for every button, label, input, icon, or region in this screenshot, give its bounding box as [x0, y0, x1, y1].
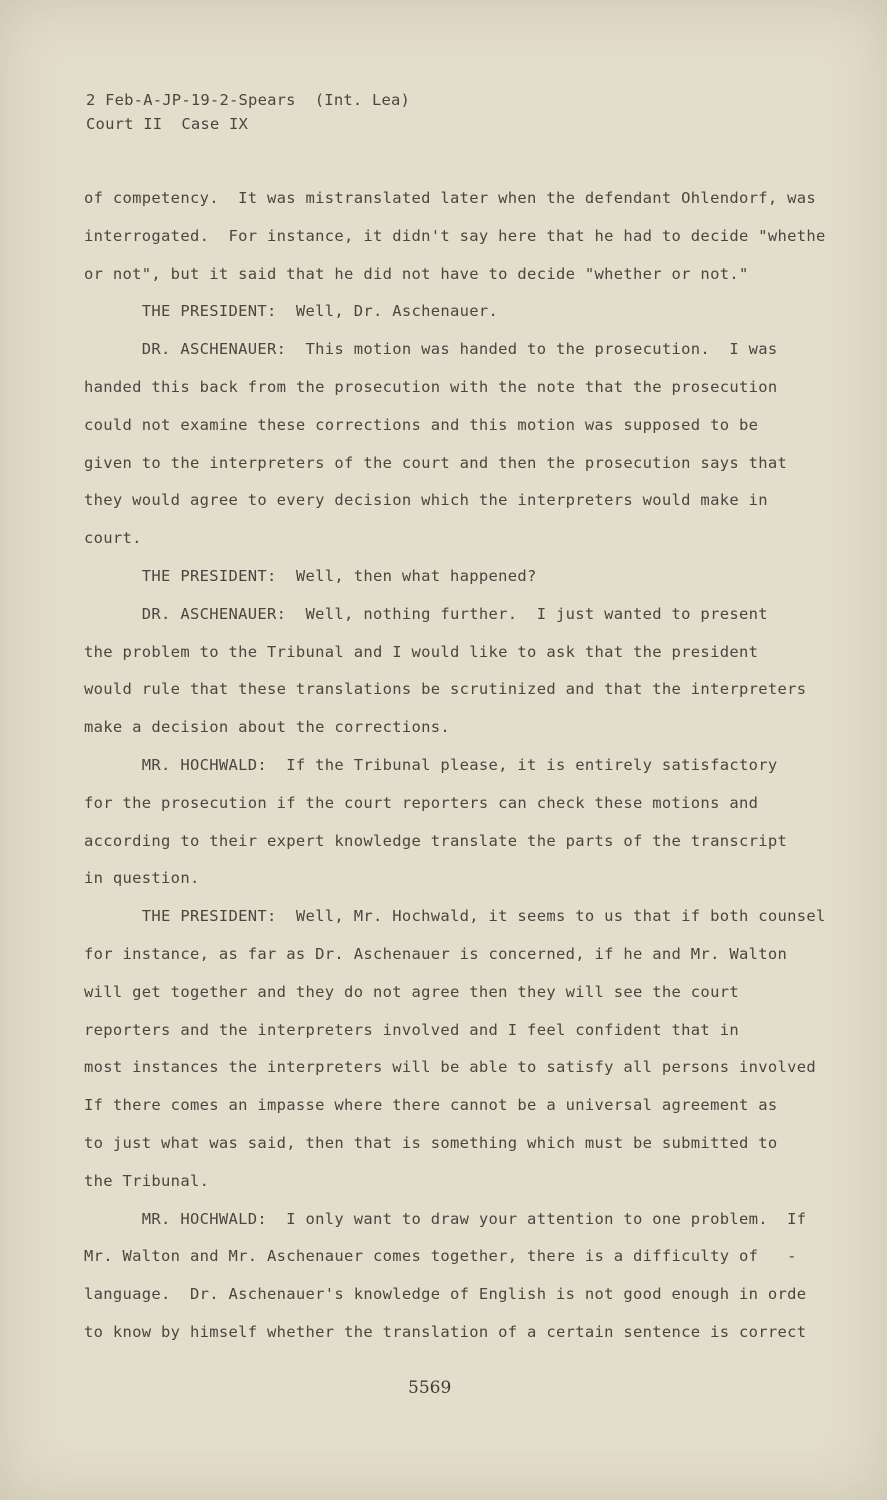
- text-line: If there comes an impasse where there cannot be a universal agreement as: [84, 1096, 778, 1115]
- text-line: DR. ASCHENAUER: This motion was handed to the prosecution. I was: [84, 340, 778, 359]
- text-line: for the prosecution if the court reporters can check these motions and: [84, 793, 759, 812]
- text-line: to just what was said, then that is something which must be submitted to: [84, 1133, 778, 1152]
- text-line: of competency. It was mistranslated later when the defendant Ohlendorf, was: [84, 189, 817, 207]
- text-line: most instances the interpreters will be able to satisfy all persons involved: [84, 1058, 817, 1077]
- text-line: Mr. Walton and Mr. Aschenauer comes together, there is a difficulty of -: [84, 1247, 797, 1266]
- text-line: they would agree to every decision which the interpreters would make in: [84, 491, 768, 510]
- text-line: court.: [84, 529, 142, 548]
- text-line: THE PRESIDENT: Well, Mr. Hochwald, it seems to us that if both counsel: [84, 907, 826, 926]
- text-line: the Tribunal.: [84, 1171, 210, 1190]
- document-header: [86, 88, 410, 136]
- text-line: will get together and they do not agree then they will see the court: [84, 982, 739, 1001]
- header-line-1: 2 Feb-A-JP-19-2-Spears (Int. Lea): [86, 91, 411, 109]
- page-number: 5569: [408, 1378, 452, 1398]
- header-line-2: Court II Case IX: [86, 115, 249, 133]
- text-line: to know by himself whether the translation of a certain sentence is correct: [84, 1322, 807, 1341]
- text-line: handed this back from the prosecution with the note that the prosecution: [84, 377, 778, 396]
- text-line: or not", but it said that he did not have to decide "whether or not.": [84, 264, 749, 283]
- text-line: THE PRESIDENT: Well, Dr. Aschenauer.: [84, 302, 499, 321]
- text-line: MR. HOCHWALD: If the Tribunal please, it is entirely satisfactory: [84, 755, 778, 774]
- transcript-body: [84, 186, 834, 1358]
- text-line: for instance, as far as Dr. Aschenauer is concerned, if he and Mr. Walton: [84, 944, 788, 963]
- text-line: the problem to the Tribunal and I would like to ask that the president: [84, 642, 759, 661]
- text-line: given to the interpreters of the court and then the prosecution says that: [84, 453, 788, 472]
- text-line: DR. ASCHENAUER: Well, nothing further. I just wanted to present: [84, 604, 768, 623]
- text-line: according to their expert knowledge translate the parts of the transcript: [84, 831, 788, 850]
- text-line: could not examine these corrections and this motion was supposed to be: [84, 415, 759, 434]
- text-line: in question.: [84, 869, 200, 888]
- text-line: reporters and the interpreters involved and I feel confident that in: [84, 1020, 739, 1039]
- text-line: THE PRESIDENT: Well, then what happened?: [84, 566, 537, 585]
- text-line: MR. HOCHWALD: I only want to draw your attention to one problem. If: [84, 1209, 807, 1228]
- text-line: make a decision about the corrections.: [84, 718, 451, 737]
- text-line: language. Dr. Aschenauer's knowledge of English is not good enough in orde: [84, 1285, 807, 1304]
- text-line: interrogated. For instance, it didn't say here that he had to decide "whethe: [84, 226, 826, 245]
- text-line: would rule that these translations be scrutinized and that the interpreters: [84, 680, 807, 699]
